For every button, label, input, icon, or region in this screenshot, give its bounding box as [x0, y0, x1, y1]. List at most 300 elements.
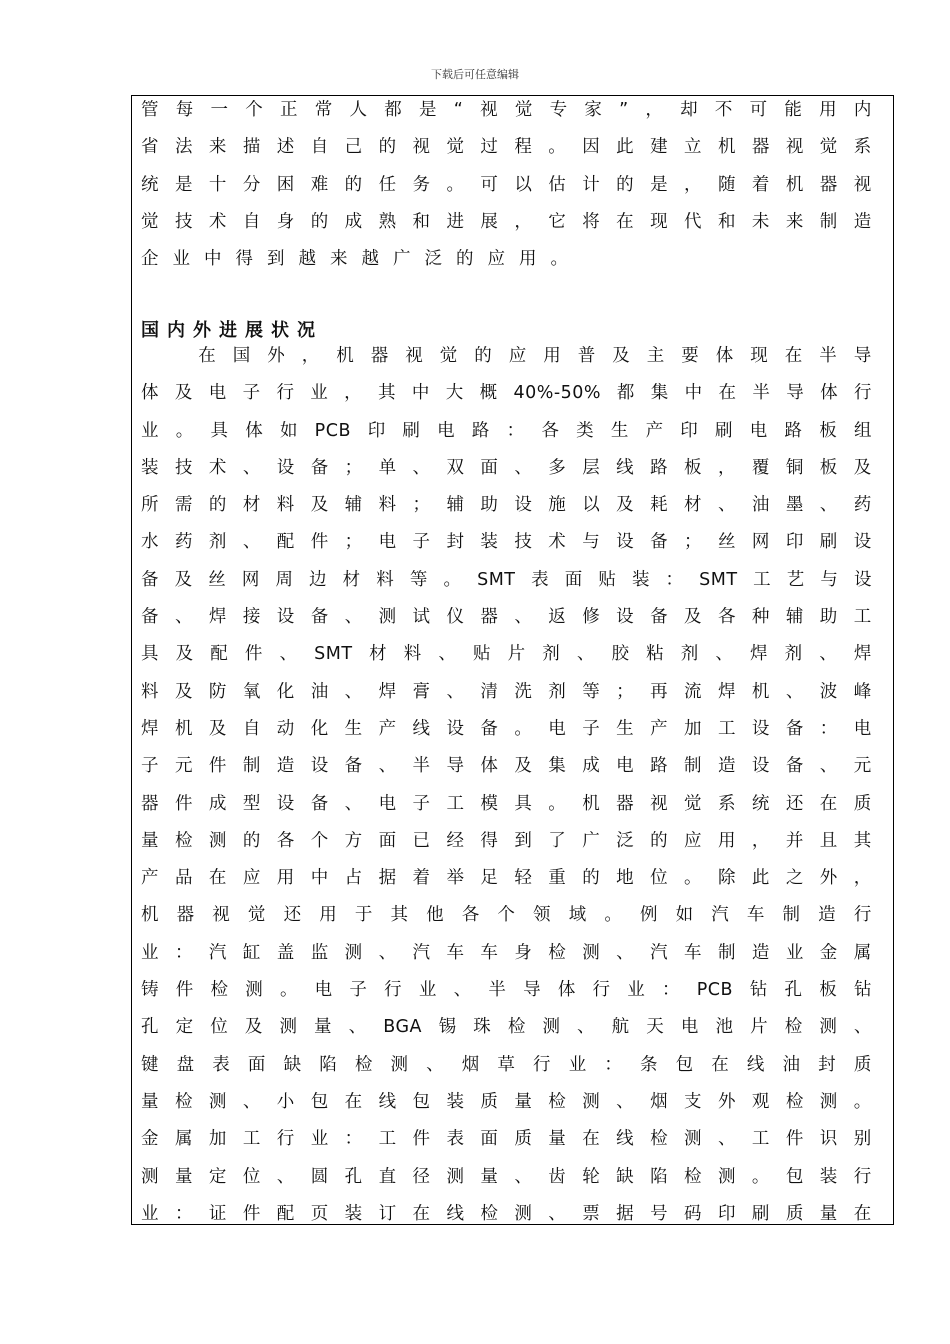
glyph: 板 — [819, 457, 838, 478]
glyph: 种 — [751, 607, 770, 628]
glyph: 随 — [717, 174, 736, 195]
glyph: 于 — [354, 905, 373, 926]
glyph: 子 — [242, 383, 261, 404]
glyph: 生 — [610, 420, 629, 441]
glyph: 天 — [646, 1017, 665, 1038]
glyph: 及 — [244, 1017, 263, 1038]
glyph: 池 — [715, 1017, 734, 1038]
glyph: 线 — [746, 1054, 765, 1075]
glyph: 各 — [276, 830, 295, 851]
glyph: 导 — [786, 383, 805, 404]
glyph: 业 — [141, 942, 159, 963]
glyph: 行 — [276, 383, 295, 404]
glyph: 、 — [717, 495, 736, 516]
glyph: 生 — [616, 718, 635, 739]
glyph: 材 — [684, 495, 702, 516]
glyph: 印 — [367, 420, 386, 441]
glyph: 线 — [616, 457, 635, 478]
glyph: 层 — [582, 457, 601, 478]
glyph: 设 — [616, 532, 635, 553]
glyph: 电 — [616, 756, 635, 777]
glyph: 边 — [309, 569, 328, 590]
glyph: 齿 — [548, 1166, 567, 1187]
glyph: 件 — [242, 1203, 261, 1224]
glyph: 测 — [819, 1091, 838, 1112]
glyph: 属 — [853, 942, 872, 963]
glyph: 试 — [412, 607, 431, 628]
glyph: 面 — [480, 457, 499, 478]
glyph: 峰 — [853, 681, 872, 702]
glyph: ； — [344, 457, 363, 478]
glyph: 质 — [853, 1054, 872, 1075]
glyph: 丝 — [717, 532, 736, 553]
glyph: 印 — [680, 420, 699, 441]
glyph: 孔 — [344, 1166, 363, 1187]
glyph: 刷 — [819, 532, 838, 553]
glyph: 所 — [141, 495, 159, 516]
glyph: 设 — [854, 569, 872, 590]
glyph: 小 — [276, 1091, 295, 1112]
glyph: 测 — [514, 1203, 533, 1224]
glyph: 了 — [548, 830, 567, 851]
glyph: 工 — [853, 607, 872, 628]
glyph: 检 — [784, 1017, 803, 1038]
text-line — [141, 636, 872, 673]
glyph: 及 — [616, 495, 635, 516]
glyph: 是 — [419, 100, 437, 120]
glyph: 、 — [242, 1091, 261, 1112]
glyph: 机 — [751, 681, 770, 702]
glyph: SMT — [477, 569, 516, 590]
glyph: 焊 — [717, 681, 736, 702]
glyph: 半 — [752, 383, 771, 404]
glyph: 子 — [582, 718, 601, 739]
glyph: ， — [344, 383, 363, 404]
glyph: 行 — [592, 980, 611, 1001]
glyph: 车 — [746, 905, 765, 926]
glyph: 汽 — [650, 942, 669, 963]
glyph: 洗 — [514, 681, 533, 702]
glyph: 工 — [446, 793, 465, 814]
glyph: 。 — [684, 868, 702, 889]
glyph: 每 — [175, 100, 194, 120]
glyph: 视 — [212, 905, 231, 926]
glyph: 修 — [582, 607, 601, 628]
glyph: 在 — [208, 868, 227, 889]
glyph: 之 — [785, 868, 804, 889]
glyph: 设 — [616, 607, 635, 628]
glyph: 如 — [675, 905, 694, 926]
glyph: 量 — [314, 1017, 333, 1038]
glyph: 电 — [314, 980, 333, 1001]
glyph: 设 — [751, 756, 770, 777]
glyph: 将 — [582, 211, 601, 232]
glyph: 体 — [480, 756, 499, 777]
section-heading: 国内外进展状况 — [141, 320, 323, 341]
glyph: 。 — [853, 1091, 872, 1112]
glyph: 质 — [853, 793, 872, 814]
glyph: 测 — [378, 607, 397, 628]
glyph: 设 — [853, 532, 872, 553]
glyph: 、 — [348, 1017, 367, 1038]
glyph: 装 — [631, 569, 650, 590]
glyph: 料 — [376, 569, 395, 590]
text-line — [141, 1121, 872, 1158]
glyph: 号 — [650, 1203, 669, 1224]
glyph: 国 — [232, 346, 251, 366]
glyph: 包 — [412, 1091, 431, 1112]
glyph: 子 — [349, 980, 368, 1001]
glyph: 成 — [208, 793, 227, 814]
glyph: 别 — [853, 1129, 872, 1150]
glyph: 电 — [378, 532, 397, 553]
glyph: 路 — [650, 756, 669, 777]
glyph: 返 — [548, 607, 567, 628]
glyph: 备 — [480, 718, 499, 739]
glyph: 备 — [141, 569, 159, 590]
glyph: 及 — [174, 569, 193, 590]
glyph: 备 — [785, 756, 804, 777]
glyph: 除 — [717, 868, 736, 889]
glyph: 配 — [210, 644, 229, 665]
glyph: 量 — [514, 1091, 533, 1112]
glyph: 片 — [507, 644, 526, 665]
glyph: 药 — [853, 495, 872, 516]
glyph: 在 — [819, 793, 838, 814]
glyph: 以 — [582, 495, 601, 516]
glyph: 测 — [208, 830, 227, 851]
glyph: 是 — [650, 174, 669, 195]
glyph: 及 — [612, 346, 631, 366]
glyph: 具 — [210, 420, 229, 441]
glyph: 能 — [784, 100, 803, 120]
glyph: 其 — [853, 830, 872, 851]
glyph: 估 — [548, 174, 567, 195]
glyph: 条 — [639, 1054, 658, 1075]
glyph: 装 — [819, 1166, 838, 1187]
glyph: 件 — [412, 1129, 431, 1150]
glyph: 此 — [616, 137, 635, 158]
glyph: 、 — [378, 756, 397, 777]
glyph: 未 — [751, 211, 770, 232]
glyph: 计 — [582, 174, 601, 195]
glyph: 路 — [650, 457, 669, 478]
glyph: 、 — [577, 1017, 596, 1038]
glyph: 其 — [390, 905, 409, 926]
glyph: 、 — [242, 532, 261, 553]
glyph: 技 — [174, 457, 193, 478]
glyph: 盖 — [276, 942, 295, 963]
glyph: 制 — [242, 756, 261, 777]
glyph: 表 — [531, 569, 550, 590]
glyph: 不 — [714, 100, 733, 120]
glyph: PCB — [696, 980, 734, 1001]
glyph: 检 — [507, 1017, 526, 1038]
glyph: 立 — [684, 137, 702, 158]
glyph: 直 — [378, 1166, 397, 1187]
glyph: 它 — [548, 211, 567, 232]
glyph: ， — [853, 868, 872, 889]
glyph: 体 — [141, 383, 159, 404]
glyph: 的 — [242, 830, 261, 851]
glyph: 及 — [684, 607, 702, 628]
glyph: 件 — [174, 793, 193, 814]
glyph: 网 — [751, 532, 770, 553]
text-line — [141, 860, 872, 897]
glyph: 化 — [276, 681, 295, 702]
glyph: 体 — [245, 420, 264, 441]
glyph: 法 — [174, 137, 193, 158]
glyph: 、 — [819, 756, 838, 777]
glyph: 描 — [242, 137, 261, 158]
glyph: 盘 — [176, 1054, 195, 1075]
glyph: 中 — [684, 383, 703, 404]
glyph: 仪 — [446, 607, 465, 628]
glyph: 孔 — [141, 1017, 159, 1038]
glyph: 烟 — [650, 1091, 669, 1112]
glyph: 的 — [474, 346, 493, 366]
glyph: 外 — [717, 1091, 736, 1112]
glyph: 定 — [208, 1166, 227, 1187]
glyph: 中 — [310, 868, 329, 889]
glyph: 电 — [378, 793, 397, 814]
glyph: 缺 — [283, 1054, 302, 1075]
glyph: 定 — [175, 1017, 194, 1038]
glyph: 装 — [480, 532, 499, 553]
glyph: 流 — [684, 681, 702, 702]
glyph: 件 — [208, 756, 227, 777]
glyph: 珠 — [473, 1017, 492, 1038]
glyph: 。 — [604, 905, 623, 926]
glyph: 设 — [751, 718, 770, 739]
glyph: 系 — [853, 137, 872, 158]
glyph: 器 — [616, 793, 635, 814]
glyph: 备 — [650, 607, 669, 628]
glyph: 例 — [639, 905, 658, 926]
glyph: 务 — [412, 174, 431, 195]
glyph: 汽 — [412, 942, 431, 963]
glyph: 剂 — [784, 644, 803, 665]
glyph: 测 — [819, 1017, 838, 1038]
glyph: 个 — [497, 905, 516, 926]
glyph: 如 — [279, 420, 298, 441]
glyph: 丝 — [208, 569, 227, 590]
glyph: 草 — [497, 1054, 516, 1075]
glyph: 器 — [176, 905, 195, 926]
glyph: 觉 — [819, 137, 838, 158]
glyph: 车 — [446, 942, 465, 963]
glyph: 成 — [582, 756, 601, 777]
glyph: 监 — [310, 942, 329, 963]
glyph: 再 — [650, 681, 669, 702]
glyph: 普 — [577, 346, 596, 366]
glyph: 面 — [480, 1129, 499, 1150]
glyph: 行 — [384, 980, 403, 1001]
glyph: 印 — [717, 1203, 736, 1224]
glyph: 质 — [480, 1091, 499, 1112]
glyph: 测 — [582, 942, 601, 963]
glyph: 到 — [514, 830, 533, 851]
glyph: 器 — [819, 174, 838, 195]
glyph: 视 — [412, 137, 431, 158]
glyph: 波 — [819, 681, 838, 702]
glyph: 订 — [378, 1203, 397, 1224]
glyph: 地 — [616, 868, 635, 889]
glyph: 焊 — [853, 644, 872, 665]
glyph: 程 — [514, 137, 533, 158]
glyph: 造 — [818, 905, 837, 926]
glyph: 现 — [750, 346, 769, 366]
glyph: 、 — [715, 644, 734, 665]
text-line — [141, 167, 872, 204]
text-line — [141, 786, 872, 823]
glyph: 线 — [378, 1091, 397, 1112]
glyph: 自 — [310, 137, 329, 158]
glyph: 业 — [141, 1203, 159, 1224]
text-line — [141, 674, 872, 711]
glyph: 油 — [751, 495, 770, 516]
glyph: 在 — [718, 383, 737, 404]
glyph: 面 — [378, 830, 397, 851]
glyph: 孔 — [784, 980, 803, 1001]
glyph: 视 — [650, 793, 669, 814]
glyph: 可 — [749, 100, 768, 120]
glyph: 等 — [409, 569, 428, 590]
glyph: 量 — [141, 830, 159, 851]
glyph: 汽 — [711, 905, 730, 926]
glyph: 体 — [715, 346, 734, 366]
glyph: 人 — [349, 100, 368, 120]
glyph: 剂 — [542, 644, 561, 665]
glyph: 专 — [549, 100, 568, 120]
glyph: ， — [301, 346, 320, 366]
glyph: 电 — [548, 718, 567, 739]
glyph: 。 — [548, 137, 567, 158]
glyph: 正 — [280, 100, 298, 120]
glyph: 40%-50% — [513, 383, 602, 404]
glyph: 身 — [276, 211, 295, 232]
glyph: 制 — [717, 942, 736, 963]
glyph: ： — [344, 1129, 363, 1150]
glyph: 域 — [568, 905, 587, 926]
glyph: 测 — [279, 1017, 298, 1038]
glyph: 术 — [208, 457, 227, 478]
glyph: 术 — [548, 532, 567, 553]
glyph: 配 — [276, 532, 295, 553]
glyph: 概 — [479, 383, 498, 404]
glyph: 识 — [819, 1129, 838, 1150]
glyph: 轻 — [514, 868, 533, 889]
glyph: 难 — [310, 174, 329, 195]
glyph: 助 — [480, 495, 499, 516]
glyph: 、 — [446, 681, 465, 702]
glyph: ， — [717, 457, 736, 478]
glyph: ： — [174, 1203, 193, 1224]
text-line — [141, 711, 872, 748]
glyph: ； — [616, 681, 635, 702]
glyph: BGA — [383, 1017, 422, 1038]
glyph: 用 — [717, 830, 736, 851]
glyph: 板 — [684, 457, 702, 478]
glyph: 制 — [684, 756, 702, 777]
glyph: 用 — [276, 868, 295, 889]
glyph: 觉 — [684, 793, 702, 814]
glyph: 品 — [174, 868, 193, 889]
glyph: 设 — [276, 457, 295, 478]
glyph: 产 — [650, 718, 669, 739]
glyph: 测 — [582, 1091, 601, 1112]
glyph: 与 — [582, 532, 601, 553]
text-line — [141, 748, 872, 785]
intro-paragraph — [141, 95, 872, 278]
glyph: 业 — [418, 980, 437, 1001]
glyph: 板 — [819, 980, 838, 1001]
glyph: 陷 — [319, 1054, 338, 1075]
glyph: 生 — [344, 718, 363, 739]
glyph: 清 — [480, 681, 499, 702]
glyph: 集 — [650, 383, 669, 404]
glyph: 、 — [344, 793, 363, 814]
glyph: 助 — [819, 607, 838, 628]
glyph: ， — [684, 174, 702, 195]
glyph: 测 — [208, 1091, 227, 1112]
glyph: 艺 — [786, 569, 805, 590]
glyph: 和 — [412, 211, 431, 232]
glyph: 省 — [141, 137, 159, 158]
glyph: 行 — [853, 905, 872, 926]
glyph: 此 — [751, 868, 770, 889]
glyph: 。 — [548, 793, 567, 814]
glyph: 机 — [785, 174, 804, 195]
glyph: 包 — [785, 1166, 804, 1187]
glyph: 、 — [438, 644, 457, 665]
glyph: 建 — [650, 137, 669, 158]
glyph: 检 — [174, 830, 193, 851]
glyph: 业 — [568, 1054, 587, 1075]
glyph: 料 — [141, 681, 159, 702]
glyph: 料 — [403, 644, 422, 665]
text-line — [141, 129, 872, 166]
glyph: 在 — [711, 1054, 730, 1075]
text-line — [141, 413, 872, 450]
glyph: 的 — [616, 174, 635, 195]
glyph: 包 — [675, 1054, 694, 1075]
glyph: 电 — [853, 718, 872, 739]
glyph: 证 — [208, 1203, 227, 1224]
glyph: ， — [514, 211, 533, 232]
glyph: ； — [684, 532, 702, 553]
glyph: 。 — [443, 569, 462, 590]
glyph: 是 — [174, 174, 193, 195]
text-line — [141, 897, 872, 934]
glyph: 位 — [650, 868, 669, 889]
glyph: 来 — [208, 137, 227, 158]
glyph: 位 — [242, 1166, 261, 1187]
text-line — [141, 599, 872, 636]
glyph: 业 — [141, 420, 159, 441]
glyph: ： — [819, 718, 838, 739]
glyph: 技 — [174, 211, 193, 232]
text-line — [141, 450, 872, 487]
glyph: 备 — [310, 793, 329, 814]
glyph: 统 — [751, 793, 770, 814]
glyph: 各 — [717, 607, 736, 628]
glyph: 量 — [480, 1166, 499, 1187]
glyph: 油 — [310, 681, 329, 702]
glyph: 体 — [820, 383, 839, 404]
glyph — [141, 338, 153, 375]
glyph: 铸 — [141, 980, 159, 1001]
